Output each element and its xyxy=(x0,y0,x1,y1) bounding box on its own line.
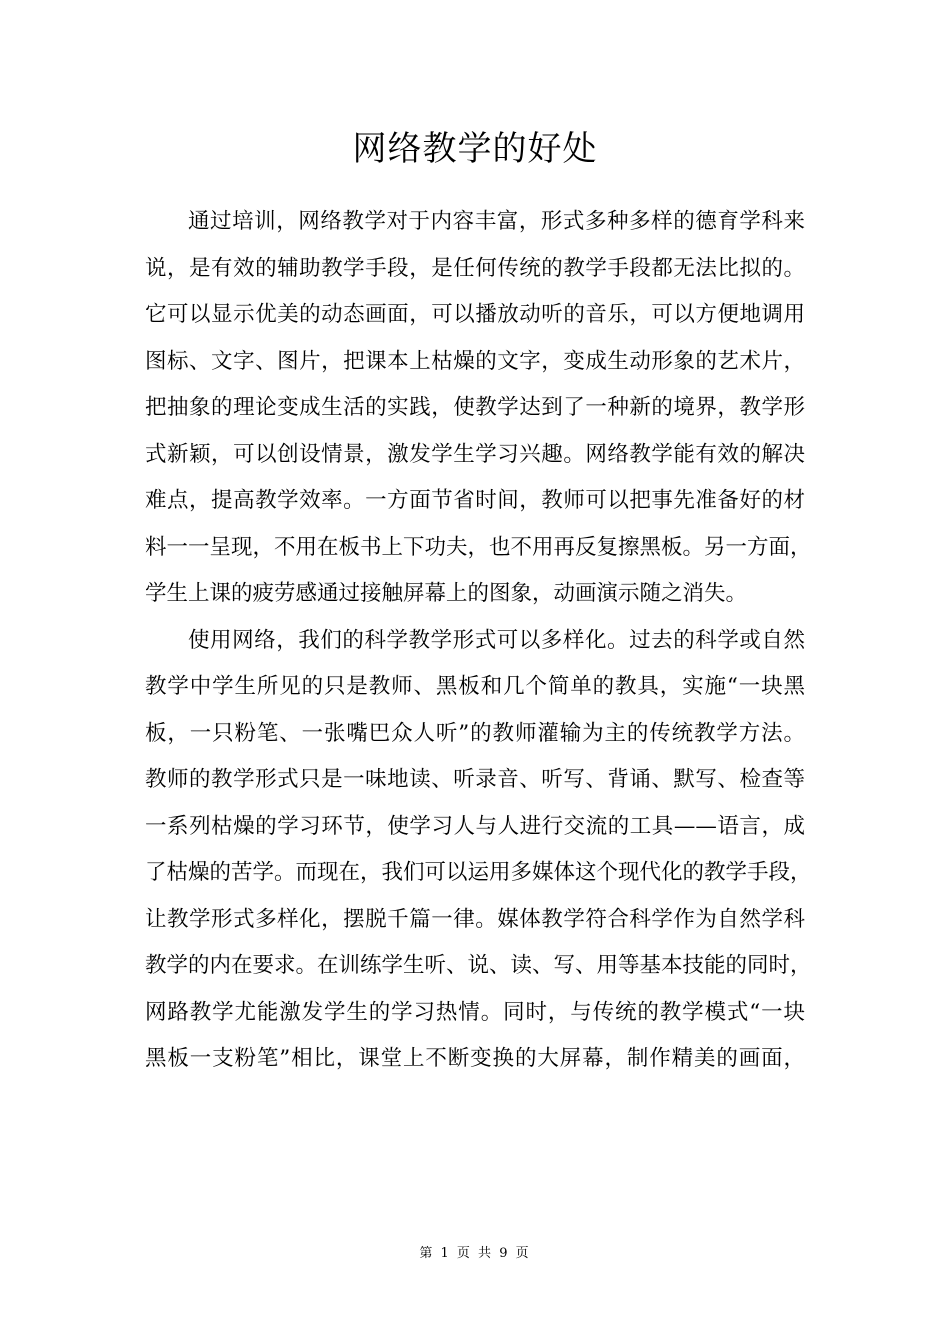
paragraph-line: 教学中学生所见的只是教师、黑板和几个简单的教具，实施“一块黑 xyxy=(145,674,805,699)
paragraph-line: 网路教学尤能激发学生的学习热情。同时，与传统的教学模式“一块 xyxy=(145,999,805,1025)
paragraph-2 xyxy=(145,618,812,1083)
paragraph-line: 黑板一支粉笔”相比，课堂上不断变换的大屏幕，制作精美的画面， xyxy=(145,1046,805,1071)
paragraph-line: 难点，提高教学效率。一方面节省时间，教师可以把事先准备好的材 xyxy=(145,488,805,513)
paragraph-line: 教学的内在要求。在训练学生听、说、读、写、用等基本技能的同时， xyxy=(145,953,812,978)
paragraph-line: 式新颖，可以创设情景，激发学生学习兴趣。网络教学能有效的解决 xyxy=(145,441,805,467)
paragraph-line: 料一一呈现，不用在板书上下功夫，也不用再反复擦黑板。另一方面， xyxy=(145,534,812,560)
paragraph-line: 了枯燥的苦学。而现在，我们可以运用多媒体这个现代化的教学手段， xyxy=(145,860,812,885)
paragraph-line: 使用网络，我们的科学教学形式可以多样化。过去的科学或自然 xyxy=(188,627,805,653)
document-title: 网络教学的好处 xyxy=(352,129,598,169)
page-footer: 第 1 页 共 9 页 xyxy=(419,1246,531,1261)
paragraph-line: 把抽象的理论变成生活的实践，使教学达到了一种新的境界，教学形 xyxy=(145,395,805,420)
document-body xyxy=(145,199,812,1083)
paragraph-line: 教师的教学形式只是一味地读、听录音、听写、背诵、默写、检查等 xyxy=(145,767,805,792)
paragraph-line: 让教学形式多样化，摆脱千篇一律。媒体教学符合科学作为自然学科 xyxy=(145,906,805,932)
paragraph-line: 学生上课的疲劳感通过接触屏幕上的图象，动画演示随之消失。 xyxy=(145,581,748,606)
paragraph-line: 板，一只粉笔、一张嘴巴众人听”的教师灌输为主的传统教学方法。 xyxy=(145,720,805,746)
paragraph-line: 它可以显示优美的动态画面，可以播放动听的音乐，可以方便地调用 xyxy=(145,302,805,327)
paragraph-line: 一系列枯燥的学习环节，使学习人与人进行交流的工具——语言，成 xyxy=(145,813,805,839)
paragraph-line: 通过培训，网络教学对于内容丰富，形式多种多样的德育学科来 xyxy=(188,209,805,234)
paragraph-line: 图标、文字、图片，把课本上枯燥的文字，变成生动形象的艺术片， xyxy=(145,348,805,374)
paragraph-line: 说，是有效的辅助教学手段，是任何传统的教学手段都无法比拟的。 xyxy=(145,255,805,281)
paragraph-1 xyxy=(145,199,812,618)
